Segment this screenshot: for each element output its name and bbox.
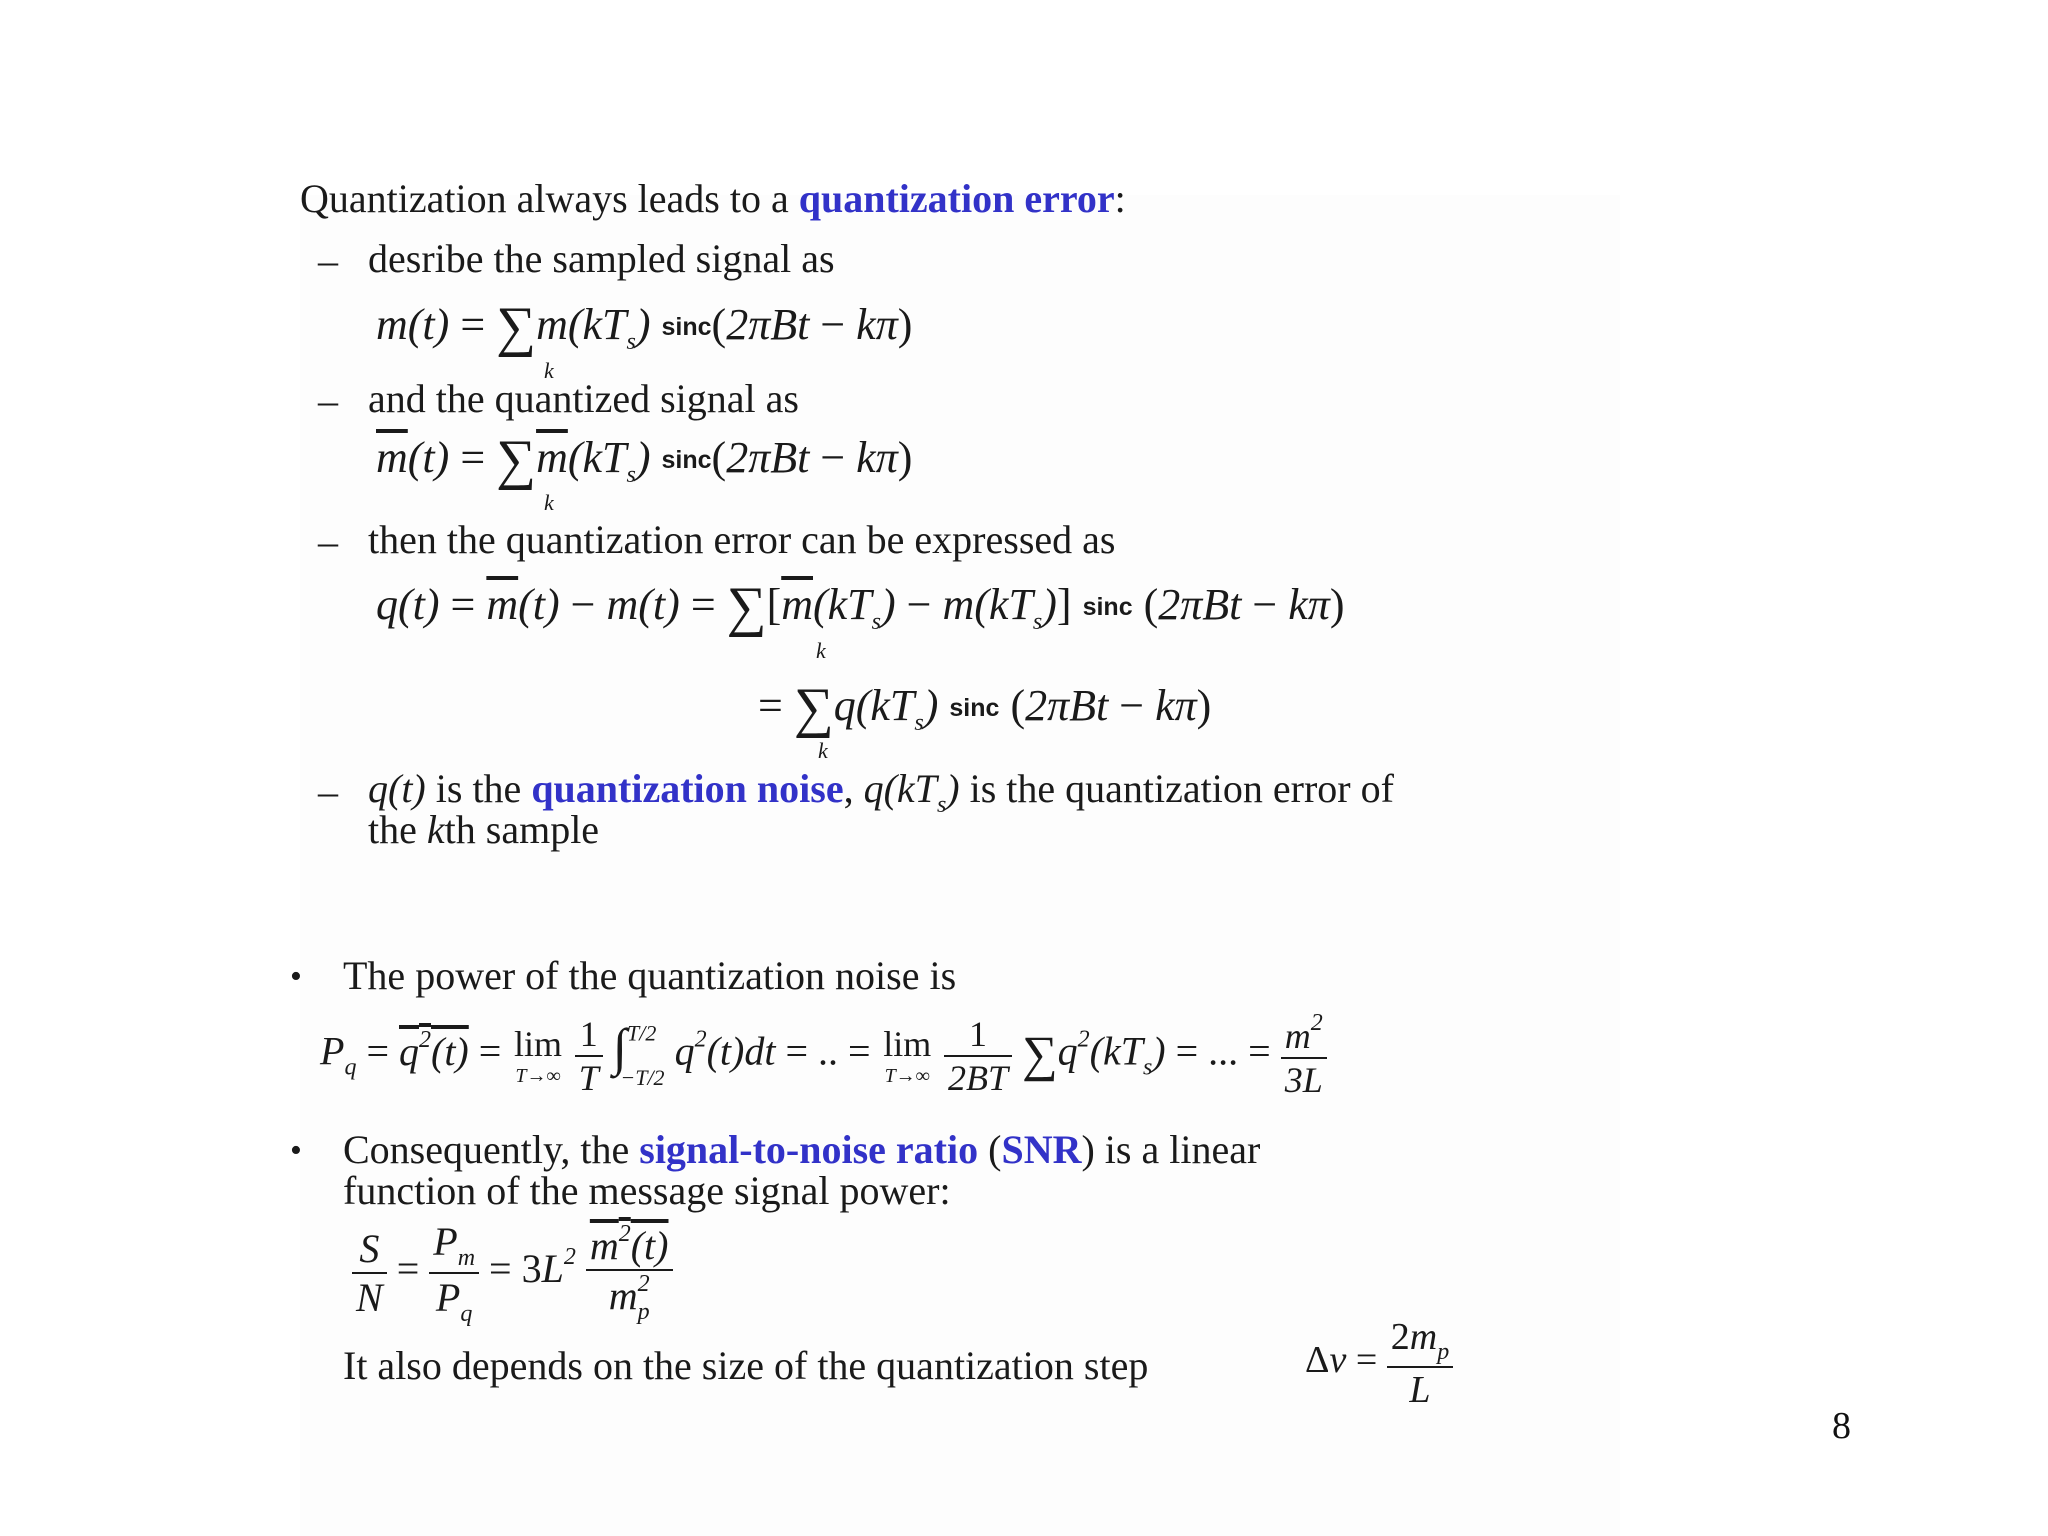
item-quantization-noise-line2: the kth sample bbox=[368, 807, 600, 852]
quantization-error-highlight: quantization error bbox=[798, 176, 1115, 221]
quantization-noise-highlight: quantization noise bbox=[531, 766, 844, 811]
quantization-step-statement: It also depends on the size of the quantization step bbox=[343, 1343, 1149, 1388]
slide-heading: Quantization always leads to a quantization error: bbox=[300, 176, 1126, 221]
equation-quantization-step: Δv = $\frac{2m_p}{L}$ bbox=[1305, 1315, 1453, 1412]
dash-marker: – bbox=[318, 769, 338, 814]
equation-snr: $\frac{S}{N}$ = $\frac{P_m}{P_q}$ = $3L^2$ $\frac{m^2(t)}{m^2_p}$ bbox=[352, 1218, 673, 1328]
snr-statement-line2: function of the message signal power: bbox=[343, 1168, 951, 1213]
equation-quantized-signal: $\overline{m}(t) = \sum\overline{m}(kT_s) \sin c(2\pi Bt - k\pi)$ bbox=[376, 429, 913, 491]
equation-noise-power: $P_q = q^2(t) = \lim$ T→∞ $\frac{1}{T}$ ∫$^{T/2}_{-T/2}$ $q^2(t)dt$ = .. = lim T→∞ $\frac{1}{2BT}$ $\sum q^2(kT_s)$ = ... = $\frac{m^2}{3L}$ bbox=[320, 1010, 1327, 1101]
item-sampled-signal: desribe the sampled signal as bbox=[368, 236, 835, 281]
equation-quantization-error-samples: = $\sum q(kT_s)$ sinc (2πBt − kπ) bbox=[758, 677, 1212, 739]
power-statement: The power of the quantization noise is bbox=[343, 953, 957, 998]
item-quantized-signal: and the quantized signal as bbox=[368, 376, 799, 421]
dash-marker: – bbox=[318, 378, 338, 423]
snr-highlight: signal-to-noise ratio bbox=[639, 1127, 979, 1172]
page-number: 8 bbox=[1832, 1405, 1851, 1447]
snr-acronym-highlight: SNR bbox=[1001, 1127, 1082, 1172]
item-quantization-noise: q(t) is the quantization noise, $q(kT_s)$ is the quantization error of bbox=[368, 766, 1394, 818]
sum-index-k: k bbox=[544, 490, 554, 515]
sum-index-k: k bbox=[818, 738, 828, 763]
bullet-marker: • bbox=[290, 958, 302, 995]
equation-sampled-signal: $m(t) = \sum m(kT_s) \sin c(2\pi Bt - k\pi)$ bbox=[376, 296, 913, 358]
sum-index-k: k bbox=[816, 638, 826, 663]
sum-index-k: k bbox=[544, 358, 554, 383]
bullet-marker: • bbox=[290, 1132, 302, 1169]
snr-statement: Consequently, the signal-to-noise ratio (SNR) is a linear bbox=[343, 1127, 1261, 1172]
item-quantization-error: then the quantization error can be expressed as bbox=[368, 517, 1116, 562]
equation-quantization-error: $q(t) = \overline{m}(t) - m(t) = \sum[\overline{m}(kT_s) - m(kT_s)]$ sinc (2πBt − kπ) bbox=[376, 576, 1345, 638]
dash-marker: – bbox=[318, 238, 338, 283]
dash-marker: – bbox=[318, 519, 338, 564]
